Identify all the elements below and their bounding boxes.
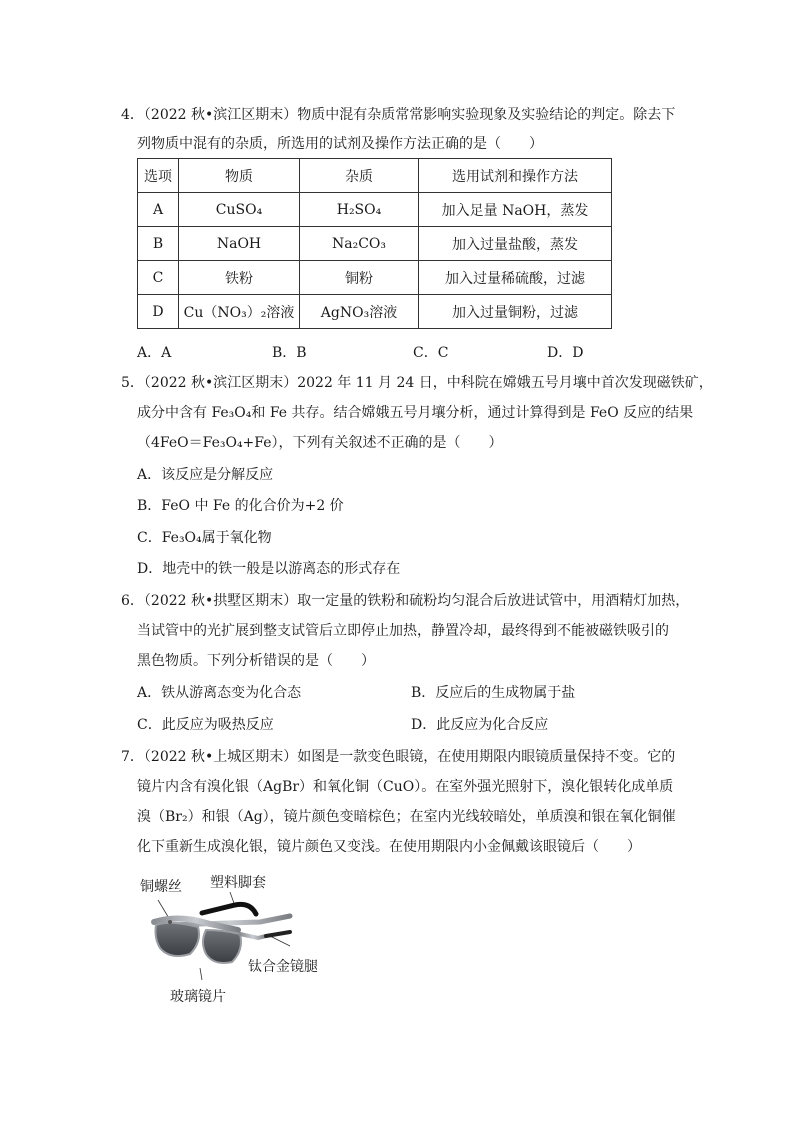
figure-label-copper-screw: 铜螺丝 <box>140 879 182 895</box>
titanium-leg <box>240 934 266 938</box>
table-cell: CuSO₄ <box>179 193 300 227</box>
copper-screw-icon <box>168 920 172 924</box>
table-cell: A <box>138 193 179 227</box>
left-lens-icon <box>156 923 200 956</box>
q4-line1: 4．（2022 秋•滨江区期末）物质中混有杂质常常影响实验现象及实验结论的判定。除去下 <box>121 107 676 123</box>
sunglasses-figure <box>140 880 340 990</box>
table-cell: NaOH <box>179 227 300 261</box>
q5-line2: 成分中含有 Fe₃O₄和 Fe 共存。结合嫦娥五号月壤分析，通过计算得到是 FeO 反应的结果 <box>137 405 694 421</box>
table-row <box>138 295 612 329</box>
q4-choice-a: A．A <box>137 345 172 361</box>
figure-label-glass-lens: 玻璃镜片 <box>170 989 226 1005</box>
table-cell: 加入足量 NaOH，蒸发 <box>419 193 612 227</box>
table-cell: B <box>138 227 179 261</box>
table-header-cell: 选项 <box>138 159 179 193</box>
q6-line2: 当试管中的光扩展到整支试管后立即停止加热，静置冷却，最终得到不能被磁铁吸引的 <box>137 623 669 639</box>
table-cell: AgNO₃溶液 <box>300 295 419 329</box>
table-row <box>138 261 612 295</box>
figure-label-titanium-leg: 钛合金镜腿 <box>248 959 318 975</box>
right-lens-icon <box>203 930 241 963</box>
table-cell: 铜粉 <box>300 261 419 295</box>
table-cell: Cu（NO₃）₂溶液 <box>179 295 300 329</box>
q5-choice-b: B．FeO 中 Fe 的化合价为+2 价 <box>137 498 344 514</box>
q5-choice-a: A．该反应是分解反应 <box>137 467 274 483</box>
table-cell: 铁粉 <box>179 261 300 295</box>
q5-line1: 5．（2022 秋•滨江区期末）2022 年 11 月 24 日，中科院在嫦娥五号月壤中首次发现磁铁矿， <box>121 375 713 391</box>
table-row <box>138 193 612 227</box>
q7-line3: 溴（Br₂）和银（Ag），镜片颜色变暗棕色；在室内光线较暗处，单质溴和银在氧化铜催 <box>137 809 676 825</box>
table-header-cell: 杂质 <box>300 159 419 193</box>
table-header-cell: 选用试剂和操作方法 <box>419 159 612 193</box>
table-row <box>138 227 612 261</box>
pointer-titanium-leg <box>270 936 290 946</box>
q4-line2: 列物质中混有的杂质，所选用的试剂及操作方法正确的是（ ） <box>137 136 543 152</box>
q5-choice-d: D．地壳中的铁一般是以游离态的形式存在 <box>137 561 401 577</box>
q4-choice-d: D．D <box>547 345 584 361</box>
q7-line4: 化下重新生成溴化银，镜片颜色又变浅。在使用期限内小金佩戴该眼镜后（ ） <box>137 839 641 855</box>
q6-line1: 6．（2022 秋•拱墅区期末）取一定量的铁粉和硫粉均匀混合后放进试管中，用酒精灯加热， <box>121 593 690 609</box>
titanium-leg-tip <box>266 932 290 936</box>
q4-choice-c: C．C <box>413 345 449 361</box>
q5-line3: （4FeO＝Fe₃O₄+Fe），下列有关叙述不正确的是（ ） <box>137 435 503 451</box>
q5-choice-c: C．Fe₃O₄属于氧化物 <box>137 530 272 546</box>
q7-line1: 7．（2022 秋•上城区期末）如图是一款变色眼镜，在使用期限内眼镜质量保持不变。它的 <box>121 749 676 765</box>
table-cell: 加入过量铜粉，过滤 <box>419 295 612 329</box>
plastic-pad-tip <box>202 904 256 914</box>
q7-line2: 镜片内含有溴化银（AgBr）和氧化铜（CuO）。在室外强光照射下，溴化银转化成单质 <box>137 779 674 795</box>
table-cell: 加入过量稀硫酸，过滤 <box>419 261 612 295</box>
table-header-cell: 物质 <box>179 159 300 193</box>
q6-choice-b: B．反应后的生成物属于盐 <box>411 685 576 701</box>
q6-line3: 黑色物质。下列分析错误的是（ ） <box>137 653 375 669</box>
figure-label-plastic-pad: 塑料脚套 <box>210 875 266 891</box>
table-cell: C <box>138 261 179 295</box>
table-cell: D <box>138 295 179 329</box>
table-header-row <box>138 159 612 193</box>
pointer-glass-lens <box>200 968 202 980</box>
q6-choice-a: A．铁从游离态变为化合态 <box>137 685 302 701</box>
table-cell: Na₂CO₃ <box>300 227 419 261</box>
table-cell: H₂SO₄ <box>300 193 419 227</box>
q6-choice-c: C．此反应为吸热反应 <box>137 717 274 733</box>
q6-choice-d: D．此反应为化合反应 <box>411 717 549 733</box>
q4-options-table <box>137 158 612 329</box>
table-cell: 加入过量盐酸，蒸发 <box>419 227 612 261</box>
q4-choice-b: B．B <box>272 345 307 361</box>
